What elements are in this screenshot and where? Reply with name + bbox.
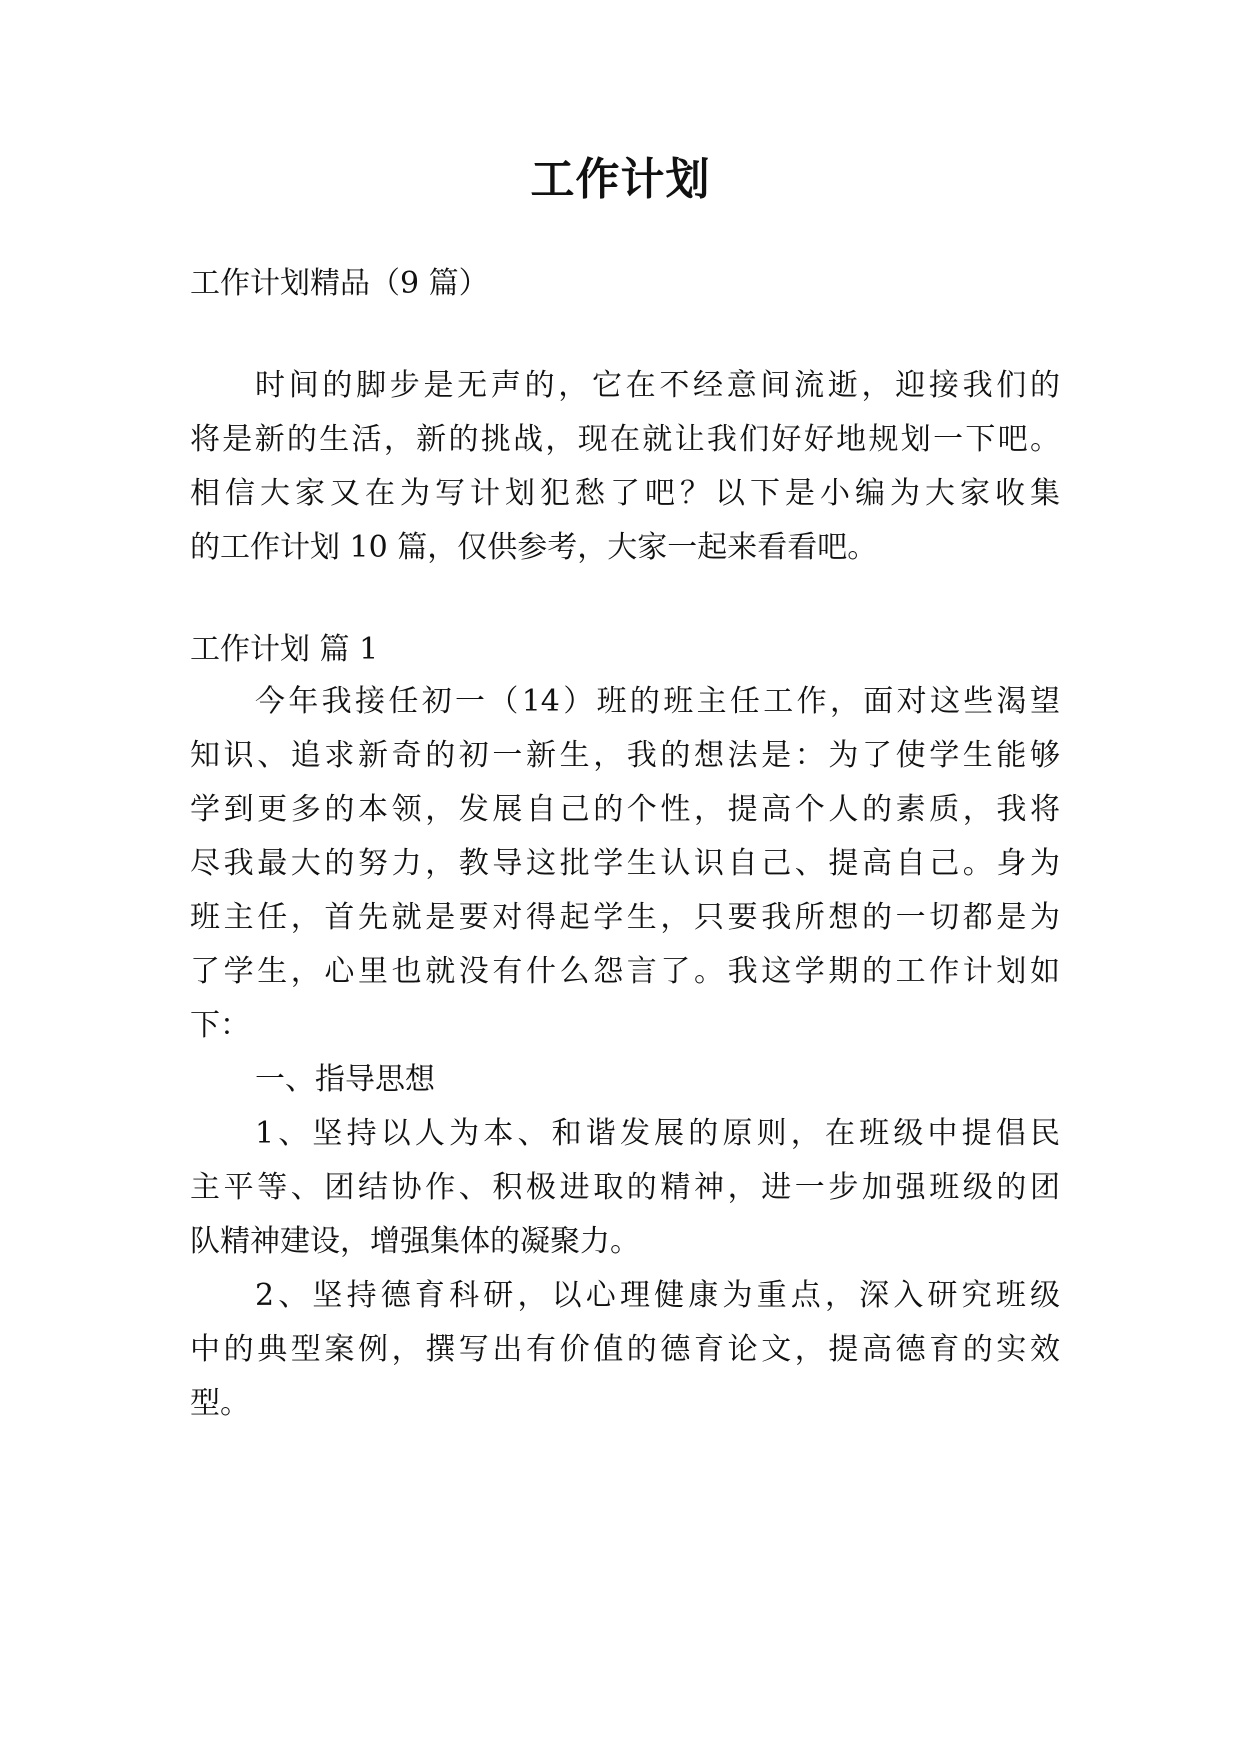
intro-line: 时间的脚步是无声的，它在不经意间流逝，迎接我们的: [255, 368, 1060, 403]
intro-line: 的工作计划 10 篇，仅供参考，大家一起来看看吧。: [190, 530, 878, 565]
intro-line: 将是新的生活，新的挑战，现在就让我们好好地规划一下吧。: [190, 422, 1060, 457]
item1-line: 队精神建设，增强集体的凝聚力。: [190, 1224, 640, 1259]
section-heading: 工作计划 篇 1: [190, 632, 379, 667]
intro-line: 相信大家又在为写计划犯愁了吧？以下是小编为大家收集: [190, 476, 1060, 511]
section-para-line: 今年我接任初一（14）班的班主任工作，面对这些渴望: [255, 684, 1060, 719]
item1-line: 主平等、团结协作、积极进取的精神，进一步加强班级的团: [190, 1170, 1060, 1205]
section-para-line: 班主任，首先就是要对得起学生，只要我所想的一切都是为: [190, 900, 1060, 935]
section-para-line: 尽我最大的努力，教导这批学生认识自己、提高自己。身为: [190, 846, 1060, 881]
document-title: 工作计划: [530, 154, 711, 205]
section-para-line: 知识、追求新奇的初一新生，我的想法是：为了使学生能够: [190, 738, 1060, 773]
item1-line: 1、坚持以人为本、和谐发展的原则，在班级中提倡民: [255, 1116, 1060, 1151]
item2-line: 中的典型案例，撰写出有价值的德育论文，提高德育的实效: [190, 1332, 1060, 1367]
subheading-guiding-thought: 一、指导思想: [255, 1062, 435, 1097]
section-para-line: 了学生，心里也就没有什么怨言了。我这学期的工作计划如: [190, 954, 1060, 989]
document-subtitle: 工作计划精品（9 篇）: [190, 266, 489, 301]
section-para-line: 下：: [190, 1008, 250, 1043]
item2-line: 型。: [190, 1386, 250, 1421]
section-para-line: 学到更多的本领，发展自己的个性，提高个人的素质，我将: [190, 792, 1060, 827]
item2-line: 2、坚持德育科研，以心理健康为重点，深入研究班级: [255, 1278, 1060, 1313]
